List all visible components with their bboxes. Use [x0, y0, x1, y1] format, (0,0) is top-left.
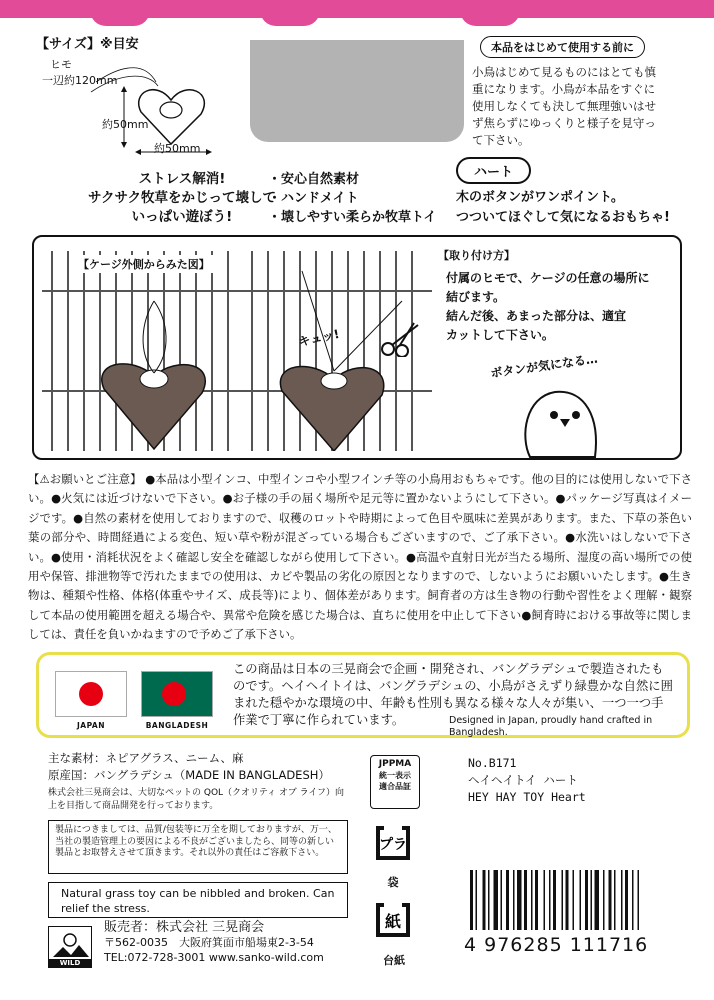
product-info — [468, 755, 586, 806]
heart-description: 木のボタンがワンポイント。 つついてほぐして気になるおもちゃ! — [456, 190, 670, 225]
japan-label: JAPAN — [77, 721, 105, 730]
bangladesh-label: BANGLADESH — [145, 721, 209, 730]
country-of-origin: 原産国：バングラデシュ（MADE IN BANGLADESH） — [48, 768, 330, 782]
size-diagram — [36, 52, 226, 160]
origin-description: この商品は日本の三晃商会で企画・開発され、バングラデシュで製造されたものです。ヘイヘイトイは、バングラデシュの、小鳥がさえずり緑豊かな自然に囲まれた穏やかな環境の中、年齢も性別も異なる様々な人々が集い、一つ一つ手作業で丁寧に作られています。 — [233, 662, 673, 727]
first-use-notice — [472, 36, 692, 149]
top-decoration — [0, 0, 714, 18]
seller-info — [104, 920, 324, 965]
installation-panel — [32, 235, 682, 460]
material-features: ・安心自然素材 ・ハンドメイト ・壊しやすい柔らか牧草トイ — [268, 172, 437, 225]
origin-english: Designed in Japan, proudly hand crafted in Bangladesh. — [449, 715, 653, 738]
english-description: Natural grass toy can be nibbled and broken. Can relief the stress. — [48, 882, 348, 918]
notice-text: 小鳥はじめて見るものにはとても慎 重になります。小鳥が本品をすぐに 使用しなくても決して無理強いはせ ず焦らずにゆっくりと様子を見守っ て下さい。 — [472, 65, 656, 147]
jppma-mark: JPPMA 統一表示 適合品証 — [370, 755, 420, 809]
japan-flag-icon — [55, 671, 127, 717]
install-instructions: 付属のヒモで、ケージの任意の場所に 結びます。 結んだ後、あまった部分は、適宜 カットして下さい。 — [446, 271, 650, 342]
bird-illustration — [510, 377, 610, 460]
company-description: 株式会社三晃商会は、大切なペットの QOL（クオリティ オブ ライフ）向上を目指して商品開発を行っております。 — [48, 788, 345, 811]
barcode — [468, 870, 690, 932]
seller-name: 販売者：株式会社 三晃商会 — [104, 920, 265, 935]
paper-label: 台紙 — [383, 954, 405, 967]
bird-speech: ボタンが気になる… — [489, 351, 599, 381]
product-number: No.B171 — [468, 756, 517, 770]
seller-address: 〒562-0035 大阪府箕面市船場東2-3-54 — [104, 936, 314, 949]
product-name-jp: ヘイヘイトイ ハート — [468, 773, 578, 787]
heart-outline-icon — [36, 52, 226, 160]
stress-relief-feature: ストレス解消! サクサク牧草をかじって壊して いっぱい遊ぼう! — [88, 171, 276, 225]
kyu-sound: キュッ! — [297, 326, 341, 350]
materials-info — [48, 750, 330, 784]
wild-logo: WILD — [48, 926, 92, 968]
heart-badge: ハート — [456, 157, 531, 184]
product-photo-area — [250, 40, 464, 142]
seller-contact: TEL:072-728-3001 www.sanko-wild.com — [104, 951, 324, 964]
string-length: 一辺約120mm — [42, 74, 118, 87]
plastic-label: 袋 — [387, 876, 399, 889]
liability-notice: 製品につきましては、品質/包装等に万全を期しておりますが、万一、当社の製造管理上の要因による不良がございましたら、同等の新しい製品とお取替えさせて頂きます。それ以外の責任はご容赦下さい。 — [48, 820, 348, 874]
cage-outside-view — [42, 251, 242, 451]
install-title: 【取り付け方】 — [438, 249, 515, 262]
paper-recycle-icon — [370, 895, 416, 945]
plastic-recycle-icon — [370, 818, 416, 868]
string-label: ヒモ — [50, 58, 72, 71]
svg-text:プラ: プラ — [379, 837, 407, 853]
height-label: 約50mm — [102, 118, 149, 131]
svg-text:紙: 紙 — [384, 912, 402, 931]
caution-text: 【⚠お願いとご注意】 ●本品は小型インコ、中型インコや小型フインチ等の小鳥用おもちゃです。他の目的には使用しないで下さい。●火気には近づけないで下さい。●お子様の手の届く場所や足元等に置かないようにして下さい。●パッケージ写真はイメージです。●自然の素材を使用しておりますので、収穫のロットや時期によって色目や風味に差異があります。また、下草の茶色い葉の部分や、時間経過による変色、短い草や粉が混ざっている場合もございますので、ご了承下さい。●水洗いはしないで下さい。●使用・消耗状況をよく確認し安全を確認しながら使用して下さい。●高温や直射日光が当たる場所、湿度の高い場所での使用や保管、排泄物等で汚れたままでの使用は、カビや製品の劣化の原因となりますので、しないようにお願いいたします。●生き物は、種類や性格、体格(体重やサイズ、成長等)により、個体差があります。飼育者の方は生き物の行動や習性をよく理解・観察して本品の使用範囲を超える場合や、異常や危険を感じた場合は、直ちに使用を中止して下さい●飼育時における事故等に関しましては、責任を負いかねますので予めご了承下さい。 — [28, 472, 692, 642]
main-material: 主な素材：ネピアグラス、ニーム、麻 — [48, 751, 244, 765]
bangladesh-flag-icon — [141, 671, 213, 717]
scissors-icon — [378, 321, 422, 357]
size-title: 【サイズ】※目安 — [36, 37, 139, 52]
barcode-number: 4 976285 111716 — [464, 934, 649, 956]
cage-label: 【ケージ外側からみた図】 — [74, 255, 214, 273]
notice-title: 本品をはじめて使用する前に — [480, 36, 645, 58]
product-name-en: HEY HAY TOY Heart — [468, 790, 586, 804]
width-label: 約50mm — [154, 142, 201, 155]
origin-panel — [36, 652, 690, 738]
